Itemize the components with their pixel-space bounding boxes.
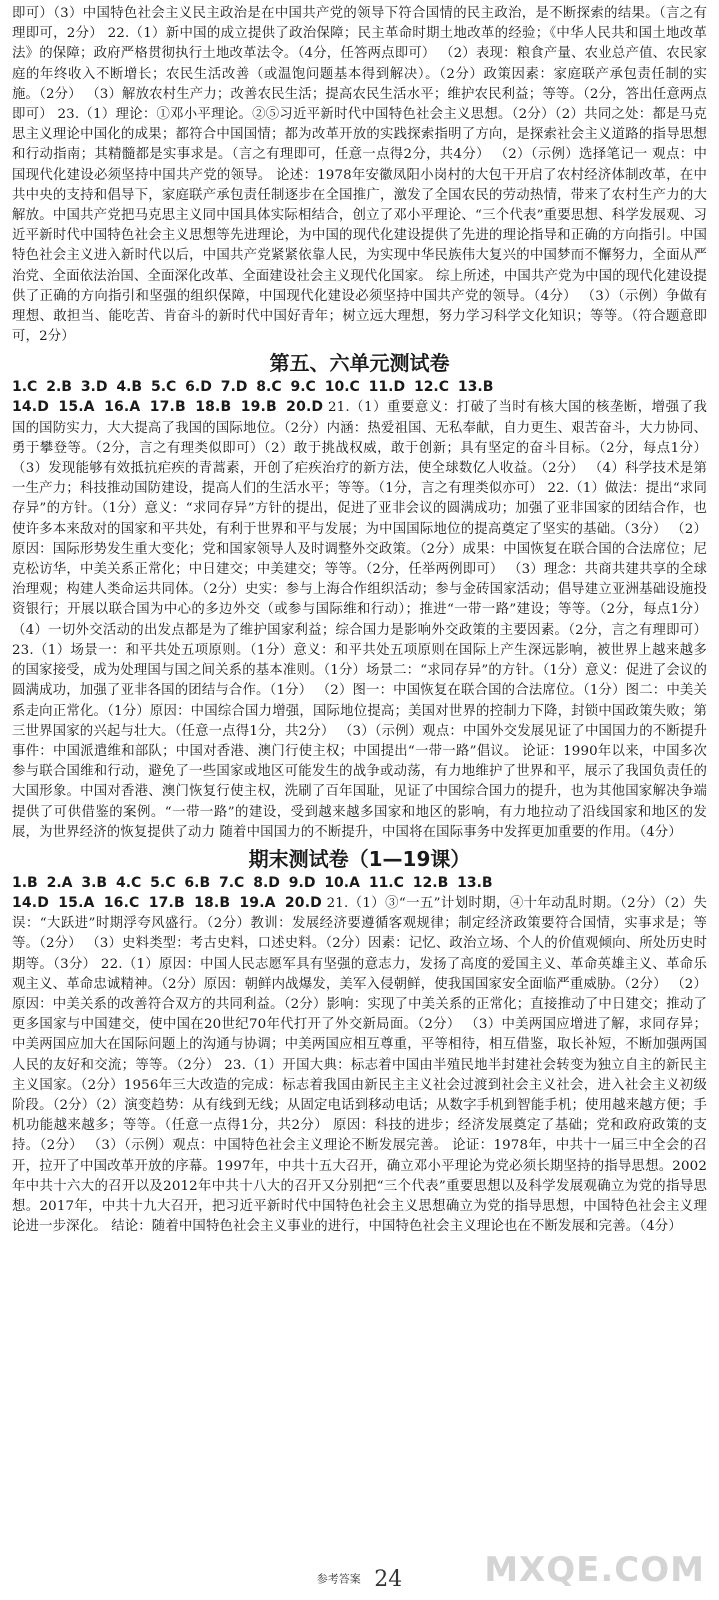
final-choice-answers-row2: 14.D 15.A 16.C 17.B 18.B 19.A 20.D (12, 894, 322, 911)
footer-label: 参考答案 (316, 1572, 361, 1586)
unit5-6-explanations: 21.（1）重要意义：打破了当时有核大国的核垄断，增强了我国的国防实力，大大提高了我国的国际地位。（2分）内涵：热爱祖国、无私奉献，自力更生、艰苦奋斗，大力协同、勇于攀登等。（2分，言之有理类似即可）（2）敢于挑战权威，敢于创新；具有坚定的奋斗目标。（2分，每点1分） （3）发现能够有效抵抗疟疾的青蒿素，开创了疟疾治疗的新方法，使全球数亿人收益。（2分） （4）科学技术是第一生产力；科技推动国防建设，提高人们的生活水平；等等。（1分，言之有理类似亦可） 22.（1）做法：提出“求同存异”的方针。（1分）意义：“求同存异”方针的提出，促进了亚非会议的圆满成功；加强了亚非国家的团结合作，也使许多本来敌对的国家和平共处，有利于世界和平与发展；为中国国际地位的提高奠定了坚实的基础。（3分） （2）原因：国际形势发生重大变化；党和国家领导人及时调整外交政策。（2分）成果：中国恢复在联合国的合法席位；尼克松访华，中美关系正常化；中日建交；中美建交；等等。（2分，任举两例即可） （3）理念：共商共建共享的全球治理观；构建人类命运共同体。（2分）史实：参与上海合作组织活动；参与金砖国家活动；倡导建立亚洲基础设施投资银行；开展以联合国为中心的多边外交（或参与国际维和行动）；推进“一带一路”建设；等等。（2分，每点1分） （4）一切外交活动的出发点都是为了维护国家利益；综合国力是影响外交政策的主要因素。（2分，言之有理即可） 23.（1）场景一：和平共处五项原则。（1分）意义：和平共处五项原则在国际上产生深远影响，被世界上越来越多的国家接受，成为处理国与国之间关系的基本准则。（1分）场景二：“求同存异”的方针。（1分）意义：促进了会议的圆满成功，加强了亚非各国的团结与合作。（1分） （2）图一：中国恢复在联合国的合法席位。（1分）图二：中美关系走向正常化。（1分）原因：中国综合国力增强，国际地位提高；美国对世界的控制力下降，封锁中国政策失败；第三世界国家的兴起与壮大。（任意一点得1分，共2分） （3）（示例）观点：中国外交发展见证了中国国力的不断提升 事件：中国派遣维和部队；中国对香港、澳门行使主权；中国提出“一带一路”倡议。 论证：1990年以来，中国多次参与联合国维和行动，避免了一些国家或地区可能发生的战争或动荡，有力地维护了世界和平，展示了我国负责任的大国形象。中国对香港、澳门恢复行使主权，洗刷了百年国耻，见证了中国综合国力的提升，也为其他国家解决争端提供了可供借鉴的案例。“一带一路”的建设，受到越来越多国家和地区的影响，有力地拉动了沿线国家和地区的发展，为世界经济的恢复提供了动力 随着中国国力的不断提升，中国将在国际事务中发挥更加重要的作用。（4分） (12, 400, 707, 840)
answers-section-part1: 即可）（3）中国特色社会主义民主政治是在中国共产党的领导下符合国情的民主政治，是不断探索的结果。（言之有理即可，2分） 22.（1）新中国的成立提供了政治保障；民主革命时期土地改革的经验；《中华人民共和国土地改革法》的保障；政府严格贯彻执行土地改革法令。（4分，任答两点即可） （2）表现：粮食产量、农业总产值、农民家庭的年终收入不断增长；农民生活改善（或温饱问题基本得到解决）。（2分）政策因素：家庭联产承包责任制的实施。（2分） （3）解放农村生产力；改善农民生活；提高农民生活水平；维护农民利益；等等。（2分，答出任意两点即可） 23.（1）理论：①邓小平理论。②⑤习近平新时代中国特色社会主义思想。（2分）（2）共同之处：都是马克思主义理论中国化的成果；都符合中国国情；都为改革开放的实践探索指明了方向，是探索社会主义道路的指导思想和行动指南；其精髓都是实事求是。（言之有理即可，任意一点得2分，共4分） （2）（示例）选择笔记一 观点：中国现代化建设必须坚持中国共产党的领导。 论述：1978年安徽凤阳小岗村的大包干开启了农村经济体制改革，在中共中央的支持和倡导下，家庭联产承包责任制逐步在全国推广，激发了全国农民的劳动热情，带来了农村生产力的大解放。中国共产党把马克思主义同中国具体实际相结合，创立了邓小平理论、“三个代表”重要思想、科学发展观、习近平新时代中国特色社会主义思想等先进理论，为中国的现代化建设提供了先进的理论指导和正确的方向指引。中国特色社会主义进入新时代以后，中国共产党紧紧依靠人民，为实现中华民族伟大复兴的中国梦而不懈努力，全面从严治党、全面依法治国、全面深化改革、全面建设社会主义现代化国家。 综上所述，中国共产党为中国的现代化建设提供了正确的方向指引和坚强的组织保障，中国现代化建设必须坚持中国共产党的领导。（4分） （3）（示例）争做有理想、敢担当、能吃苦、肯奋斗的新时代中国好青年；树立远大理想，努力学习科学文化知识；等等。（符合题意即可，2分） (12, 6, 707, 345)
final-explanations: 21.（1）③“一五”计划时期，④十年动乱时期。（2分）（2）失误：“大跃进”时期浮夸风盛行。（2分）教训：发展经济要遵循客观规律；制定经济政策要符合国情，实事求是；等等。（2分） （3）史料类型：考古史料，口述史料。（2分）因素：记忆、政治立场、个人的价值观倾向、所处历史时期等。（3分） 22.（1）原因：中国人民志愿军具有坚强的意志力，发扬了高度的爱国主义、革命英雄主义、革命乐观主义、革命忠诚精神。（2分）原因：朝鲜内战爆发，美军入侵朝鲜，使我国国家安全面临严重威胁。（2分） （2）原因：中美关系的改善符合双方的共同利益。（2分）影响：实现了中美关系的正常化；直接推动了中日建交；推动了更多国家与中国建交，使中国在20世纪70年代打开了外交新局面。（2分） （3）中美两国应增进了解，求同存异；中美两国应加大在国际问题上的沟通与协调；中美两国应相互尊重，平等相待，相互借鉴，取长补短，不断加强两国人民的友好和交流；等等。（2分） 23.（1）开国大典：标志着中国由半殖民地半封建社会转变为独立自主的新民主主义国家。（2分）1956年三大改造的完成：标志着我国由新民主主义社会过渡到社会主义社会，进入社会主义初级阶段。（2分）（2）演变趋势：从有线到无线；从固定电话到移动电话；从数字手机到智能手机；使用越来越方便；手机功能越来越多；等等。（任意一点得1分，共2分） 原因：科技的进步；经济发展奠定了基础；党和政府政策的支持。（2分） （3）（示例）观点：中国特色社会主义理论不断发展完善。 论证：1978年，中共十一届三中全会的召开，拉开了中国改革开放的序幕。1997年，中共十五大召开，确立邓小平理论为党必须长期坚持的指导思想。2002年中共十六大的召开以及2012年中共十八大的召开又分别把“三个代表”重要思想以及科学发展观确立为党的指导思想。2017年，中共十九大召开，把习近平新时代中国特色社会主义思想确立为党的指导思想，中国特色社会主义理论进一步深化。 结论：随着中国特色社会主义事业的进行，中国特色社会主义理论也在不断发展和完善。（4分） (12, 895, 707, 1235)
unit5-6-choice-answers-row1: 1.C 2.B 3.D 4.B 5.C 6.D 7.D 8.C 9.C 10.C 11.D 12.C 13.B (12, 379, 494, 396)
final-answers-row2-and-explanations (12, 893, 707, 1237)
unit5-6-answers-row2-and-explanations (12, 397, 707, 842)
page-number: 24 (374, 1567, 403, 1592)
final-test-heading: 期末测试卷（1—19课） (248, 846, 471, 871)
unit5-6-choice-answers-row2: 14.D 15.A 16.A 17.B 18.B 19.B 20.D (12, 399, 324, 416)
watermark-logo: MXQE.COM (484, 1550, 705, 1590)
final-choice-answers-row1: 1.B 2.A 3.B 4.C 5.C 6.B 7.C 8.D 9.D 10.A 11.C 12.B 13.B (12, 874, 493, 891)
unit5-6-test-heading: 第五、六单元测试卷 (269, 351, 450, 376)
